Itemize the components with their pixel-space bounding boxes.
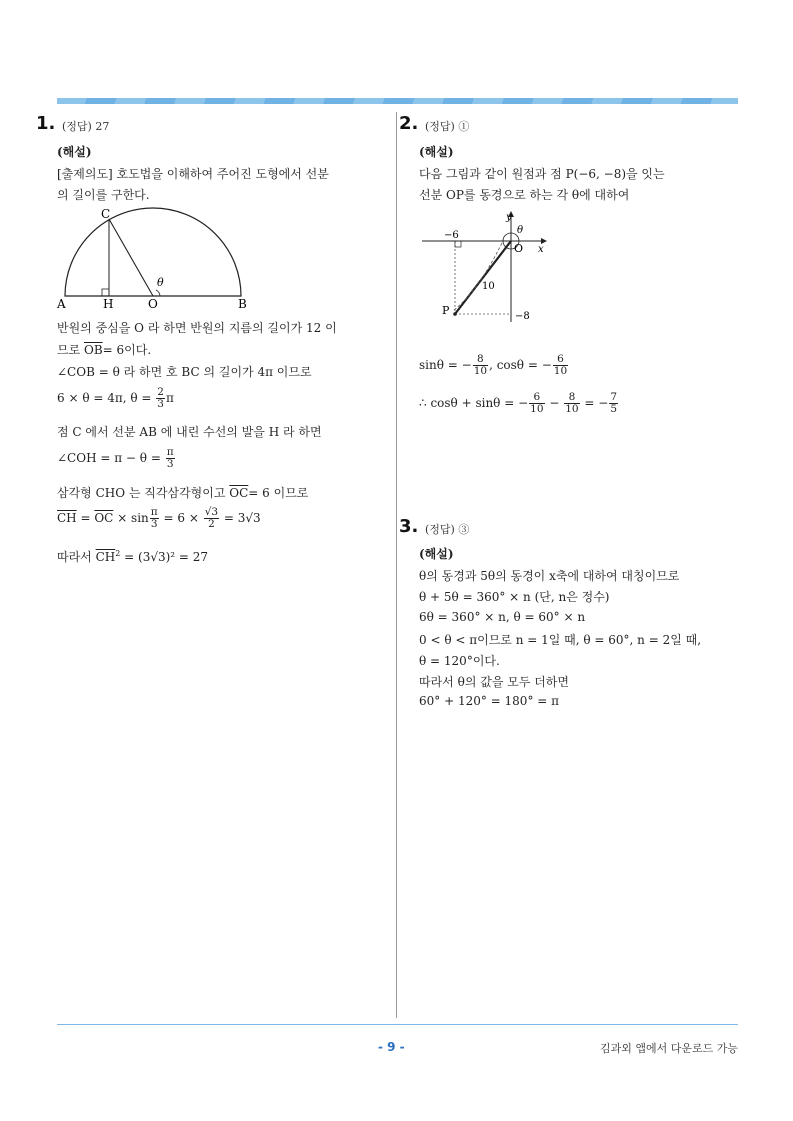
question-2-line-2: 선분 OP를 동경으로 하는 각 θ에 대하여: [419, 188, 630, 202]
question-1-line-5: 점 C 에서 선분 AB 에 내린 수선의 발을 H 라 하면: [57, 425, 322, 439]
footer-divider: [57, 1024, 738, 1025]
question-3-explain-label: (해설): [419, 547, 454, 561]
question-2-number: 2.: [399, 113, 419, 134]
question-3-line-5: θ = 120°이다.: [419, 654, 500, 668]
question-2-explain-label: (해설): [419, 145, 454, 159]
label-theta: θ: [517, 225, 524, 236]
coordinate-figure: [420, 206, 555, 324]
question-1-line-1: 반원의 중심을 O 라 하면 반원의 지름의 길이가 12 이: [57, 321, 337, 335]
question-3-answer: (정답) ③: [425, 523, 470, 536]
label-O: O: [148, 297, 158, 311]
question-2-line-1: 다음 그림과 같이 원점과 점 P(−6, −8)을 잇는: [419, 167, 665, 181]
question-3-line-3: 6θ = 360° × n, θ = 60° × n: [419, 610, 586, 624]
question-3-line-1: θ의 동경과 5θ의 동경이 x축에 대하여 대칭이므로: [419, 569, 680, 583]
question-3-line-4: 0 < θ < π이므로 n = 1일 때, θ = 60°, n = 2일 때,: [419, 633, 702, 647]
top-decorative-bar: [57, 98, 738, 104]
question-2-answer: (정답) ①: [425, 120, 470, 133]
label-B: B: [238, 297, 247, 311]
label-A: A: [57, 297, 66, 311]
question-1-line-7: 삼각형 CHO 는 직각삼각형이고 $\overline{OC}= 6$ 이므로: [57, 486, 309, 500]
label-theta: θ: [157, 276, 164, 289]
question-1-intent-line-2: 의 길이를 구한다.: [57, 188, 150, 202]
question-1-line-4: 6 × θ = 4π, θ = $\frac{2}{3}$ π: [57, 386, 174, 410]
question-3-line-2: θ + 5θ = 360° × n (단, n은 정수): [419, 590, 610, 604]
question-3-line-7: 60° + 120° = 180° = π: [419, 694, 560, 708]
question-1-line-8: $\overline{CH} = \overline{OC} \times \sin$ $\frac{\pi}{3}$ = 6 × $\frac{√3}{2}$ = 3√3: [57, 506, 261, 530]
question-1-answer: (정답) 27: [62, 120, 110, 133]
question-1-number: 1.: [36, 113, 56, 134]
question-1-line-9: 따라서 $\overline{CH}^2 = (3√3)^2 = 27$: [57, 549, 209, 564]
label-C: C: [101, 207, 111, 221]
question-1-line-6: ∠COH = π − θ = $\frac{\pi}{3}$: [57, 446, 174, 470]
question-2-result-line: ∴ cosθ + sinθ = − $\frac{6}{10}$ − $\frac{8}{10}$ = − $\frac{7}{5}$: [419, 391, 618, 415]
page-number: - 9 -: [378, 1040, 405, 1054]
label-neg6: −6: [444, 230, 459, 241]
label-radius: 10: [482, 281, 495, 292]
question-1-explain-label: (해설): [57, 145, 92, 159]
question-1-line-2: 므로 $\overline{OB}= 6$이다.: [57, 343, 152, 357]
question-3-number: 3.: [399, 516, 419, 537]
label-y: y: [506, 212, 512, 223]
label-P: P: [442, 304, 450, 317]
footer-source-text: 김과외 앱에서 다운로드 가능: [599, 1042, 738, 1055]
question-1-intent-line-1: [출제의도] 호도법을 이해하여 주어진 도형에서 선분: [57, 167, 329, 181]
question-3-line-6: 따라서 θ의 값을 모두 더하면: [419, 675, 569, 689]
column-divider: [396, 112, 397, 1018]
label-x: x: [538, 244, 544, 255]
semicircle-figure: [52, 202, 257, 314]
label-neg8: −8: [515, 311, 530, 322]
question-1-line-3: ∠COB = θ 라 하면 호 BC 의 길이가 4π 이므로: [57, 365, 312, 379]
question-2-sin-cos-line: sinθ = − $\frac{8}{10}$ , cosθ = − $\frac{6}{10}$: [419, 353, 568, 377]
label-origin: O: [514, 242, 524, 255]
label-H: H: [103, 297, 114, 311]
